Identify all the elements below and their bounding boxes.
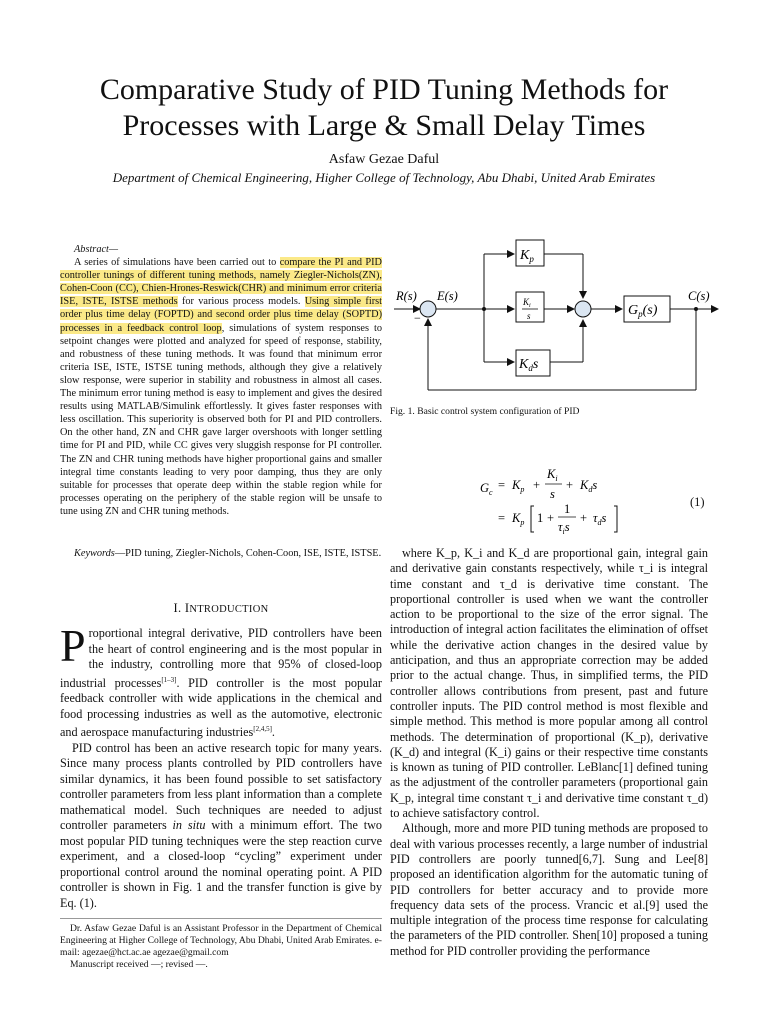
body-text-right: [390, 546, 708, 959]
author-affiliation: Department of Chemical Engineering, Higher College of Technology, Abu Dhabi, United Arab Emirates: [112, 170, 656, 185]
drop-cap: P: [60, 620, 86, 671]
section-heading: I. INTRODUCTION: [173, 601, 269, 615]
keywords: [60, 547, 382, 560]
svg-text:+: +: [547, 511, 555, 525]
keywords-label: Keywords: [74, 548, 115, 559]
highlight-2: Using simple first order plus time delay (FOPTD) and second order plus time delay (SOPTD) processes in a feedback control loop: [60, 296, 383, 334]
abstract-label: Abstract—: [74, 244, 119, 255]
introduction-body: [60, 620, 382, 911]
svg-text:Kp: $K_p$: [512, 478, 525, 494]
svg-text:Ki: $K_i$: [547, 467, 558, 483]
equation-number: (1): [690, 495, 705, 509]
footnote-author: Dr. Asfaw Gezae Daful is an Assistant Professor in the Department of Chemical Engineering at Higher College of Technology, Abu Dhabi, United Arab Emirates. e-mail: agezae@hct.ac.ae agezae@gmail.com: [60, 923, 382, 958]
footnote: [60, 918, 382, 971]
c-label: C(s): [688, 289, 710, 303]
svg-text:s: s: [550, 487, 555, 501]
svg-text:1: 1: [537, 511, 544, 525]
gp-block: $G_p(s)$: [628, 303, 658, 319]
pid-block-diagram: [392, 232, 722, 397]
keywords-text: —PID tuning, Ziegler-Nichols, Cohen-Coon, ISE, ISTE, ISTSE.: [114, 548, 382, 559]
minus-sign: −: [414, 311, 421, 325]
svg-text:Kp: $K_p$: [512, 511, 525, 527]
svg-text:τis: $\tau_is$: [558, 520, 570, 536]
abstract: [60, 243, 382, 518]
ki-numerator: $K_i$: [523, 297, 531, 309]
kp-block: $K_p$: [520, 248, 534, 264]
citation: [1–3]: [161, 675, 177, 684]
svg-text:Kds: $K_ds$: [580, 478, 598, 494]
author-name: Asfaw Gezae Daful: [328, 152, 440, 167]
intro-paragraph: Proportional integral derivative, PID controllers have been the heart of control engineering and is the most popular in the industry, controlling more that 95% of closed-loop industrial processes[1–3]. PID controller is the most popular feedback controller with wide applications in the chemical and food processing industries as well as the automotive, electronic and aerospace manufacturing industries[2,4,5].: [60, 620, 382, 740]
highlight-1: compare the PI and PID controller tunings of different tuning methods, namely Ziegler-Nichols(ZN), Cohen-Coon (CC), Chien-Hrones-Reswick(CHR) and minimum error criteria ISE, ISTE, ISTSE methods: [60, 257, 382, 308]
e-label: E(s): [437, 289, 458, 303]
svg-text:=: =: [498, 478, 506, 492]
equation-1: [470, 466, 710, 538]
body-paragraph: where K_p, K_i and K_d are proportional gain, integral gain and derivative gain constants respectively, while τ_i is integral time constant and τ_d is derivative time constant. The proportional controller is used when we want the controller action to be proportional to the size of the error signal. The introduction of integral action facilitates the elimination of offset while the derivative action changes in the desired value by anticipation, and thus an appropriate correction may be added prior to the actual change. Thus, in simplified terms, the PID controller allows contributions from present, past and future controller inputs. The PID control method is most flexible and simple method. This method is more popular among all control methods. The determination of proportional (K_p), derivative (K_d) and integral (K_i) gains or their respective time constants is known as tuning of PID controller. LeBlanc[1] defined tuning as the adjustment of the controller parameters (proportional gain K_p, integral time constant τ_i and derivative time constant τ_d) to achieve satisfactory control.: [390, 546, 708, 821]
ki-denominator: s: [527, 311, 531, 321]
footnote-manuscript: Manuscript received —; revised —.: [70, 959, 208, 970]
svg-text:+: +: [580, 511, 588, 525]
svg-text:+: +: [566, 478, 574, 492]
body-paragraph: Although, more and more PID tuning methods are proposed to deal with various processes recently, a large number of industrial PID controllers are poorly tunned[6,7]. Sung and Lee[8] proposed an identification algorithm for the automatic tuning of PID controllers for better accuracy and to provide more frequency data sets of the process. Vrancic et al.[9] used the multiple integration of the process time response for calculating the parameters of the PID controller. Shen[10] proposed a tuning method for PID controller providing the performance: [390, 821, 708, 958]
svg-text:+: +: [533, 478, 541, 492]
svg-text:=: =: [498, 511, 506, 525]
kd-block: $K_ds$: [519, 357, 539, 373]
citation: [2,4,5]: [253, 725, 272, 734]
svg-text:τds: $\tau_ds$: [593, 511, 607, 527]
svg-text:Gc: $G_c$: [480, 481, 493, 497]
paper-title: Comparative Study of PID Tuning Methods for Processes with Large & Small Delay Times: [99, 73, 669, 142]
intro-paragraph: PID control has been an active research topic for many years. Since many process plants controlled by PID controllers have similar dynamics, it has been found possible to set satisfactory controller parameters from less plant information than a complete mathematical model. Such techniques are needed to adjust controller parameters in situ with a minimum effort. The two most popular PID tuning techniques were the step reaction curve experiment, and a closed-loop “cycling” experiment under proportional control around the nominal operating point. A PID controller is shown in Fig. 1 and the transfer function is give by Eq. (1).: [60, 740, 382, 910]
svg-text:1: 1: [564, 502, 571, 516]
r-label: R(s): [396, 289, 417, 303]
figure-caption: Fig. 1. Basic control system configuration of PID: [390, 406, 580, 417]
abstract-text: A series of simulations have been carried out to compare the PI and PID controller tunings of different tuning methods, namely Ziegler-Nichols(ZN), Cohen-Coon (CC), Chien-Hrones-Reswick(CHR) and minimum error criteria ISE, ISTE, ISTSE methods for various process models. Using simple first order plus time delay (FOPTD) and second order plus time delay (SOPTD) processes in a feedback control loop, simulations of system responses to setpoint changes were plotted and analyzed for speed of response, stability, and robustness of these tuning methods. It was found that minimum error criteria ISE, ISTE, ISTSE tuning methods, although they give a relatively slow response, were superior in stability and robustness in almost all cases. The minimum error tuning method is easy to implement and gives the desired results using MATLAB/Simulink effortlessly. It gives faster responses with less oscillation. This superiority is observed both for PI and PID controllers. On the other hand, ZN and CHR gave larger overshoots with longer settling time for PI and PID, while CC gives very sluggish response for PI controller. The ZN and CHR tuning methods have higher proportional gains and smaller integral time constants leading to very poor damping, thus they are only suitable for processes that operate deep within the stable region while for processes operating on the periphery of the stable region will be unsafe to tune using ZN and CHR tuning methods.: [60, 257, 383, 517]
